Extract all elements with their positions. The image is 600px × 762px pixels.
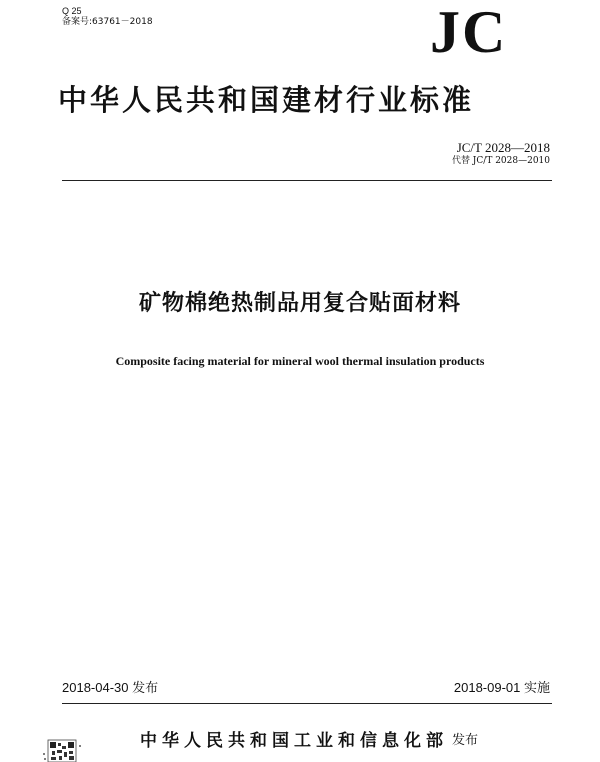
publish-label: 发布 bbox=[452, 733, 479, 748]
document-title-english: Composite facing material for mineral wool thermal insulation products bbox=[115, 354, 485, 368]
qr-code-icon bbox=[40, 734, 84, 762]
jc-logo: JC bbox=[430, 0, 508, 65]
header-divider bbox=[62, 180, 552, 181]
standard-number: JC/T 2028—2018 bbox=[456, 140, 550, 155]
replaces-standard: 代替 JC/T 2028—2010 bbox=[451, 156, 550, 166]
issue-date: 2018-04-30 发布 bbox=[62, 680, 159, 695]
document-title-chinese: 矿物棉绝热制品用复合贴面材料 bbox=[138, 291, 461, 316]
industry-standard-title: 中华人民共和国建材行业标准 bbox=[58, 83, 475, 117]
publisher-name: 中华人民共和国工业和信息化部 bbox=[140, 731, 448, 751]
footer-divider bbox=[62, 703, 552, 704]
filing-number: 备案号:63761－2018 bbox=[62, 17, 153, 27]
ics-code: Q 25 bbox=[62, 6, 82, 16]
implementation-date: 2018-09-01 实施 bbox=[453, 680, 550, 695]
